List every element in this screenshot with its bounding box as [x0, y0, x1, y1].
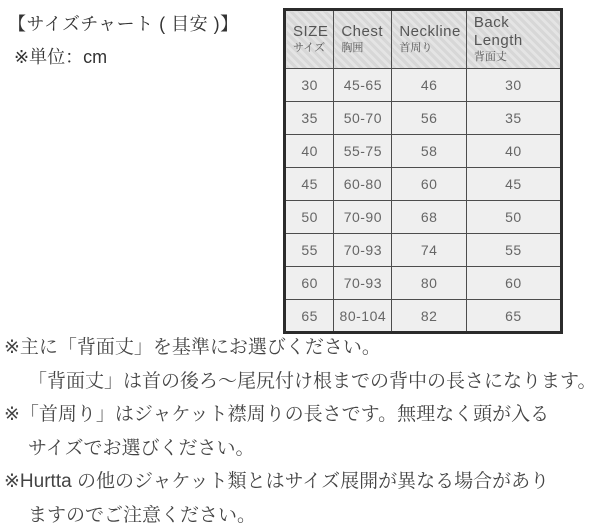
- table-cell: 35: [466, 102, 561, 135]
- table-cell: 65: [466, 300, 561, 333]
- note-line: サイズでお選びください。: [4, 432, 600, 466]
- column-header-en: Chest: [341, 23, 386, 41]
- column-header: [285, 10, 334, 69]
- table-cell: 60: [392, 168, 467, 201]
- table-cell: 65: [285, 300, 334, 333]
- table-cell: 58: [392, 135, 467, 168]
- table-cell: 50: [466, 201, 561, 234]
- unit-note: ※単位：cm: [14, 43, 239, 69]
- size-chart-table: [283, 8, 563, 334]
- column-header: [466, 10, 561, 69]
- table-cell: 56: [392, 102, 467, 135]
- column-header-ja: 首周り: [399, 41, 461, 55]
- page-title: 【サイズチャート ( 目安 )】: [8, 10, 239, 36]
- table-cell: 60-80: [334, 168, 392, 201]
- table-cell: 68: [392, 201, 467, 234]
- table-row: [285, 267, 562, 300]
- table-cell: 55: [285, 234, 334, 267]
- note-line: 「背面丈」は首の後ろ～尾尻付け根までの背中の長さになります。: [4, 365, 600, 399]
- table-cell: 82: [392, 300, 467, 333]
- note-line: ※Hurtta の他のジャケット類とはサイズ展開が異なる場合があり: [4, 465, 600, 499]
- table-row: [285, 234, 562, 267]
- table-cell: 74: [392, 234, 467, 267]
- column-header-ja: 背面丈: [474, 50, 555, 64]
- table-cell: 40: [285, 135, 334, 168]
- column-header-ja: 胸囲: [341, 41, 386, 55]
- table-cell: 46: [392, 69, 467, 102]
- notes: [4, 331, 600, 532]
- table-row: [285, 102, 562, 135]
- table-cell: 80: [392, 267, 467, 300]
- table-cell: 60: [285, 267, 334, 300]
- table-cell: 55-75: [334, 135, 392, 168]
- column-header-en: SIZE: [293, 23, 328, 41]
- table-cell: 55: [466, 234, 561, 267]
- table-cell: 70-93: [334, 267, 392, 300]
- table-cell: 45-65: [334, 69, 392, 102]
- table-cell: 35: [285, 102, 334, 135]
- table-cell: 30: [466, 69, 561, 102]
- table-row: [285, 201, 562, 234]
- table-row: [285, 69, 562, 102]
- note-line: ※主に「背面丈」を基準にお選びください。: [4, 331, 600, 365]
- table-row: [285, 168, 562, 201]
- column-header: [392, 10, 467, 69]
- table-cell: 80-104: [334, 300, 392, 333]
- table-cell: 50: [285, 201, 334, 234]
- table-cell: 50-70: [334, 102, 392, 135]
- table-cell: 70-93: [334, 234, 392, 267]
- table-body: [285, 69, 562, 333]
- table-cell: 60: [466, 267, 561, 300]
- table-cell: 40: [466, 135, 561, 168]
- table-cell: 45: [285, 168, 334, 201]
- table-row: [285, 135, 562, 168]
- table-cell: 45: [466, 168, 561, 201]
- table-head: [285, 10, 562, 69]
- column-header: [334, 10, 392, 69]
- column-header-en: Back Length: [474, 14, 555, 50]
- note-line: ますのでご注意ください。: [4, 499, 600, 532]
- table-cell: 30: [285, 69, 334, 102]
- table-cell: 70-90: [334, 201, 392, 234]
- table-row: [285, 300, 562, 333]
- column-header-ja: サイズ: [293, 41, 328, 55]
- note-line: ※「首周り」はジャケット襟周りの長さです。無理なく頭が入る: [4, 398, 600, 432]
- column-header-en: Neckline: [399, 23, 461, 41]
- title-block: [8, 10, 239, 69]
- table-header-row: [285, 10, 562, 69]
